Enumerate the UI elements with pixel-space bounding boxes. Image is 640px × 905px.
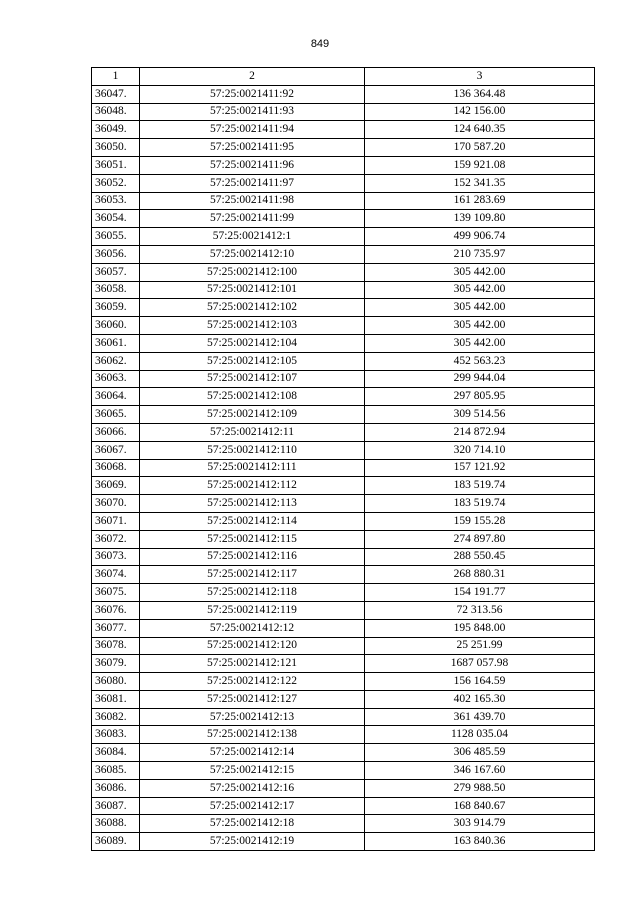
cadastral-value: 299 944.04: [364, 370, 594, 388]
row-number: 36078.: [92, 637, 140, 655]
page-number: 849: [310, 38, 330, 50]
row-number: 36056.: [92, 245, 140, 263]
row-number: 36071.: [92, 512, 140, 530]
table-row: [92, 708, 595, 726]
cadastral-value: 361 439.70: [364, 708, 594, 726]
row-number: 36064.: [92, 388, 140, 406]
row-number: 36054.: [92, 210, 140, 228]
cadastral-number: 57:25:0021411:94: [140, 121, 365, 139]
cadastral-number: 57:25:0021412:102: [140, 299, 365, 317]
row-number: 36089.: [92, 833, 140, 851]
cadastral-number: 57:25:0021412:122: [140, 673, 365, 691]
cadastral-number: 57:25:0021412:15: [140, 762, 365, 780]
table-row: [92, 690, 595, 708]
column-header-1: 1: [92, 68, 140, 86]
cadastral-value: 195 848.00: [364, 619, 594, 637]
cadastral-number: 57:25:0021412:1: [140, 228, 365, 246]
cadastral-number: 57:25:0021412:113: [140, 495, 365, 513]
table-row: [92, 423, 595, 441]
table-row: [92, 762, 595, 780]
row-number: 36072.: [92, 530, 140, 548]
table-row: [92, 459, 595, 477]
cadastral-value: 124 640.35: [364, 121, 594, 139]
cadastral-number: 57:25:0021411:98: [140, 192, 365, 210]
row-number: 36079.: [92, 655, 140, 673]
table-row: [92, 601, 595, 619]
table-row: [92, 406, 595, 424]
row-number: 36066.: [92, 423, 140, 441]
cadastral-value: 288 550.45: [364, 548, 594, 566]
table-row: [92, 779, 595, 797]
row-number: 36047.: [92, 85, 140, 103]
table-row: [92, 352, 595, 370]
cadastral-value: 183 519.74: [364, 477, 594, 495]
cadastral-value: 305 442.00: [364, 334, 594, 352]
column-header-2: 2: [140, 68, 365, 86]
row-number: 36076.: [92, 601, 140, 619]
row-number: 36086.: [92, 779, 140, 797]
cadastral-number: 57:25:0021411:99: [140, 210, 365, 228]
table-row: [92, 317, 595, 335]
cadastral-value: 163 840.36: [364, 833, 594, 851]
table-row: [92, 619, 595, 637]
row-number: 36055.: [92, 228, 140, 246]
cadastral-number: 57:25:0021412:120: [140, 637, 365, 655]
row-number: 36083.: [92, 726, 140, 744]
cadastral-value: 452 563.23: [364, 352, 594, 370]
row-number: 36077.: [92, 619, 140, 637]
table-row: [92, 121, 595, 139]
cadastral-value: 183 519.74: [364, 495, 594, 513]
row-number: 36084.: [92, 744, 140, 762]
cadastral-value: 156 164.59: [364, 673, 594, 691]
row-number: 36069.: [92, 477, 140, 495]
cadastral-value: 320 714.10: [364, 441, 594, 459]
cadastral-value: 152 341.35: [364, 174, 594, 192]
cadastral-value: 159 921.08: [364, 156, 594, 174]
table-row: [92, 512, 595, 530]
table-row: [92, 103, 595, 121]
row-number: 36050.: [92, 139, 140, 157]
cadastral-number: 57:25:0021412:17: [140, 797, 365, 815]
table-row: [92, 334, 595, 352]
table-header-row: [92, 68, 595, 86]
row-number: 36051.: [92, 156, 140, 174]
table-row: [92, 388, 595, 406]
cadastral-value: 274 897.80: [364, 530, 594, 548]
cadastral-value: 303 914.79: [364, 815, 594, 833]
row-number: 36073.: [92, 548, 140, 566]
cadastral-number: 57:25:0021412:112: [140, 477, 365, 495]
cadastral-value: 402 165.30: [364, 690, 594, 708]
cadastral-number: 57:25:0021412:111: [140, 459, 365, 477]
cadastral-value: 268 880.31: [364, 566, 594, 584]
table-row: [92, 637, 595, 655]
table-row: [92, 477, 595, 495]
cadastral-number: 57:25:0021412:13: [140, 708, 365, 726]
cadastral-number: 57:25:0021412:114: [140, 512, 365, 530]
row-number: 36053.: [92, 192, 140, 210]
table-row: [92, 139, 595, 157]
cadastral-number: 57:25:0021412:101: [140, 281, 365, 299]
cadastral-value: 309 514.56: [364, 406, 594, 424]
row-number: 36082.: [92, 708, 140, 726]
cadastral-value: 1128 035.04: [364, 726, 594, 744]
cadastral-number: 57:25:0021412:110: [140, 441, 365, 459]
cadastral-value: 157 121.92: [364, 459, 594, 477]
row-number: 36068.: [92, 459, 140, 477]
table-row: [92, 495, 595, 513]
column-header-3: 3: [364, 68, 594, 86]
table-row: [92, 174, 595, 192]
cadastral-number: 57:25:0021412:115: [140, 530, 365, 548]
cadastral-value: 154 191.77: [364, 584, 594, 602]
cadastral-number: 57:25:0021412:10: [140, 245, 365, 263]
table-row: [92, 245, 595, 263]
row-number: 36062.: [92, 352, 140, 370]
cadastral-number: 57:25:0021412:121: [140, 655, 365, 673]
table-row: [92, 156, 595, 174]
row-number: 36063.: [92, 370, 140, 388]
row-number: 36075.: [92, 584, 140, 602]
table-row: [92, 655, 595, 673]
cadastral-number: 57:25:0021412:19: [140, 833, 365, 851]
cadastral-number: 57:25:0021412:107: [140, 370, 365, 388]
cadastral-number: 57:25:0021412:119: [140, 601, 365, 619]
row-number: 36048.: [92, 103, 140, 121]
cadastral-value: 1687 057.98: [364, 655, 594, 673]
cadastral-value: 346 167.60: [364, 762, 594, 780]
table-row: [92, 815, 595, 833]
cadastral-value: 305 442.00: [364, 281, 594, 299]
cadastral-number: 57:25:0021412:105: [140, 352, 365, 370]
cadastral-value: 214 872.94: [364, 423, 594, 441]
row-number: 36065.: [92, 406, 140, 424]
table-row: [92, 584, 595, 602]
table-row: [92, 85, 595, 103]
cadastral-value: 72 313.56: [364, 601, 594, 619]
table-row: [92, 263, 595, 281]
row-number: 36058.: [92, 281, 140, 299]
row-number: 36081.: [92, 690, 140, 708]
row-number: 36059.: [92, 299, 140, 317]
table-row: [92, 566, 595, 584]
cadastral-value: 305 442.00: [364, 299, 594, 317]
table-row: [92, 726, 595, 744]
table-body: [92, 85, 595, 850]
cadastral-number: 57:25:0021412:108: [140, 388, 365, 406]
table-row: [92, 210, 595, 228]
cadastral-value: 136 364.48: [364, 85, 594, 103]
cadastral-number: 57:25:0021412:103: [140, 317, 365, 335]
cadastral-value: 210 735.97: [364, 245, 594, 263]
table-row: [92, 281, 595, 299]
table-row: [92, 548, 595, 566]
cadastral-number: 57:25:0021412:109: [140, 406, 365, 424]
cadastral-number: 57:25:0021412:104: [140, 334, 365, 352]
cadastral-value: 25 251.99: [364, 637, 594, 655]
cadastral-number: 57:25:0021412:100: [140, 263, 365, 281]
table-row: [92, 299, 595, 317]
cadastral-number: 57:25:0021412:16: [140, 779, 365, 797]
cadastral-number: 57:25:0021411:96: [140, 156, 365, 174]
table-row: [92, 833, 595, 851]
table-row: [92, 370, 595, 388]
cadastral-number: 57:25:0021412:18: [140, 815, 365, 833]
cadastral-number: 57:25:0021412:12: [140, 619, 365, 637]
cadastral-value: 297 805.95: [364, 388, 594, 406]
cadastral-number: 57:25:0021412:116: [140, 548, 365, 566]
cadastral-value: 139 109.80: [364, 210, 594, 228]
table-row: [92, 530, 595, 548]
row-number: 36085.: [92, 762, 140, 780]
cadastral-number: 57:25:0021411:97: [140, 174, 365, 192]
cadastral-value: 168 840.67: [364, 797, 594, 815]
cadastral-value: 142 156.00: [364, 103, 594, 121]
row-number: 36074.: [92, 566, 140, 584]
cadastral-number: 57:25:0021412:138: [140, 726, 365, 744]
row-number: 36088.: [92, 815, 140, 833]
table-row: [92, 228, 595, 246]
table-row: [92, 441, 595, 459]
cadastral-value: 161 283.69: [364, 192, 594, 210]
cadastral-value-table: [91, 67, 595, 851]
row-number: 36070.: [92, 495, 140, 513]
row-number: 36060.: [92, 317, 140, 335]
cadastral-value: 305 442.00: [364, 263, 594, 281]
row-number: 36067.: [92, 441, 140, 459]
row-number: 36057.: [92, 263, 140, 281]
table-row: [92, 673, 595, 691]
table-row: [92, 744, 595, 762]
cadastral-number: 57:25:0021411:92: [140, 85, 365, 103]
cadastral-number: 57:25:0021412:11: [140, 423, 365, 441]
cadastral-number: 57:25:0021412:14: [140, 744, 365, 762]
cadastral-number: 57:25:0021412:127: [140, 690, 365, 708]
row-number: 36061.: [92, 334, 140, 352]
table-row: [92, 797, 595, 815]
cadastral-value: 499 906.74: [364, 228, 594, 246]
cadastral-value: 279 988.50: [364, 779, 594, 797]
row-number: 36080.: [92, 673, 140, 691]
cadastral-value: 170 587.20: [364, 139, 594, 157]
table-row: [92, 192, 595, 210]
cadastral-number: 57:25:0021411:95: [140, 139, 365, 157]
cadastral-number: 57:25:0021411:93: [140, 103, 365, 121]
row-number: 36052.: [92, 174, 140, 192]
cadastral-number: 57:25:0021412:118: [140, 584, 365, 602]
row-number: 36049.: [92, 121, 140, 139]
cadastral-value: 159 155.28: [364, 512, 594, 530]
cadastral-number: 57:25:0021412:117: [140, 566, 365, 584]
cadastral-value: 305 442.00: [364, 317, 594, 335]
cadastral-value: 306 485.59: [364, 744, 594, 762]
row-number: 36087.: [92, 797, 140, 815]
